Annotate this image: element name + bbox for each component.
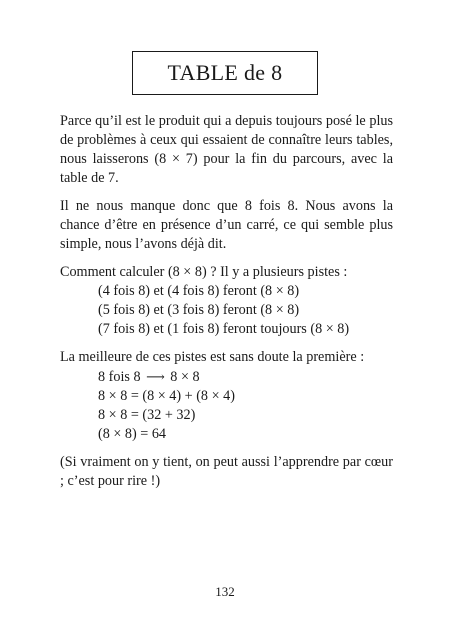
page-number: 132 [215, 584, 235, 599]
calc-arrow-right: 8 × 8 [170, 369, 200, 385]
method-line-3: (7 fois 8) et (1 fois 8) feront toujours (8 × 8) [98, 321, 350, 337]
calc-arrow-left: 8 fois 8 [98, 369, 141, 385]
calc-line-4: (8 × 8) = 64 [98, 426, 167, 442]
calc-line-3: 8 × 8 = (32 + 32) [98, 407, 196, 423]
chapter-title-box [132, 51, 318, 95]
paragraph-closing: (Si vraiment on y tient, on peut aussi l’apprendre par cœur ; c’est pour rire !) [60, 454, 393, 489]
calc-line-arrow [60, 367, 393, 387]
page-body [60, 112, 393, 491]
arrow-right-icon: ⟶ [146, 369, 165, 384]
methods-intro: Comment calculer (8 × 8) ? Il y a plusieurs pistes : [60, 264, 348, 280]
method-line-1: (4 fois 8) et (4 fois 8) feront (8 × 8) [98, 283, 300, 299]
best-method-intro: La meilleure de ces pistes est sans doute la première : [60, 349, 365, 365]
method-line-2: (5 fois 8) et (3 fois 8) feront (8 × 8) [98, 302, 300, 318]
paragraph-square: Il ne nous manque donc que 8 fois 8. Nous avons la chance d’être en présence d’un carré, ce qui semble plus simple, nous l’avons déjà dit. [60, 198, 393, 252]
chapter-title: TABLE de 8 [167, 60, 283, 85]
calc-line-2: 8 × 8 = (8 × 4) + (8 × 4) [98, 388, 235, 404]
paragraph-methods [60, 263, 393, 339]
paragraph-best-method [60, 348, 393, 444]
paragraph-intro: Parce qu’il est le produit qui a depuis toujours posé le plus de problèmes à ceux qui essaient de connaître leurs tables, nous laisserons (8 × 7) pour la fin du parcours, avec la table de 7. [60, 113, 393, 186]
